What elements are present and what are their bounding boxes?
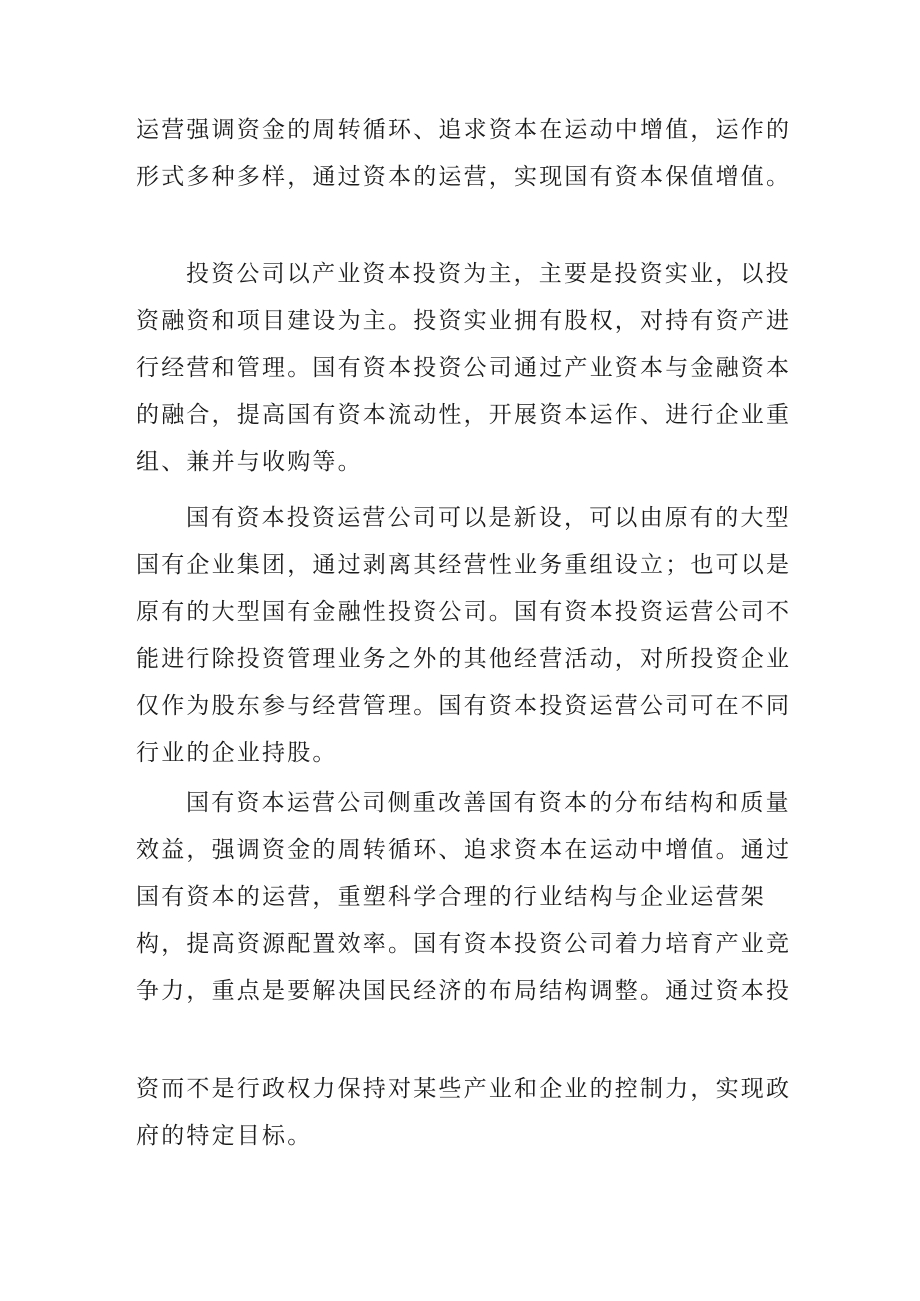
paragraph-3: 国有资本投资运营公司可以是新设，可以由原有的大型国有企业集团，通过剥离其经营性业务重组设立；也可以是原有的大型国有金融性投资公司。国有资本投资运营公司不能进行除投资管理业务之外的其他经营活动，对所投资企业仅作为股东参与经营管理。国有资本投资运营公司可在不同行业的企业持股。	[136, 505, 792, 766]
paragraph-4: 国有资本运营公司侧重改善国有资本的分布结构和质量效益，强调资金的周转循环、追求资本在运动中增值。通过国有资本的运营，重塑科学合理的行业结构与企业运营架构，提高资源配置效率。国有资本投资公司着力培育产业竞争力，重点是要解决国民经济的布局结构调整。通过资本投	[136, 790, 792, 1004]
paragraph-5: 资而不是行政权力保持对某些产业和企业的控制力，实现政府的特定目标。	[136, 1076, 792, 1149]
paragraph-2: 投资公司以产业资本投资为主，主要是投资实业，以投资融资和项目建设为主。投资实业拥有股权，对持有资产进行经营和管理。国有资本投资公司通过产业资本与金融资本的融合，提高国有资本流动性，开展资本运作、进行企业重组、兼并与收购等。	[136, 261, 792, 475]
paragraph-1: 运营强调资金的周转循环、追求资本在运动中增值，运作的形式多种多样，通过资本的运营，实现国有资本保值增值。	[136, 117, 792, 190]
